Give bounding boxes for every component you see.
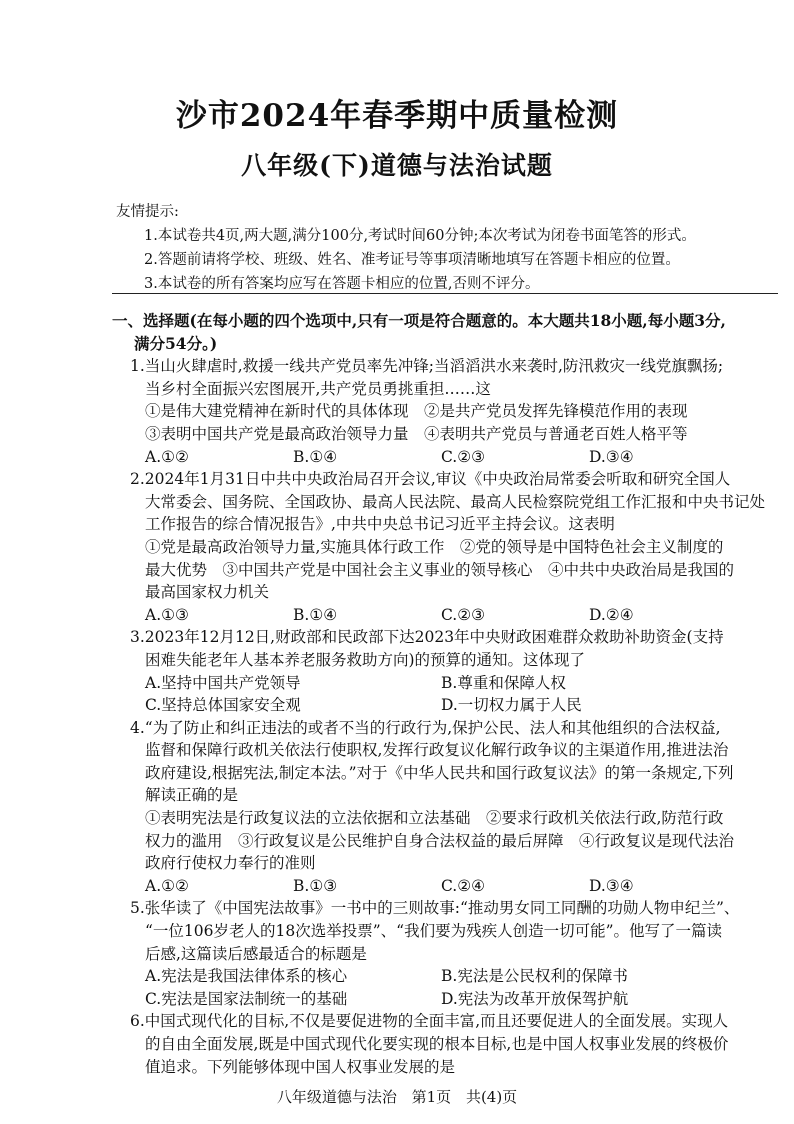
tips-heading: 友情提示:: [116, 204, 179, 220]
divider-line: [112, 293, 778, 294]
question-choice: 权力的滥用 ③行政复议是公民维护自身合法权益的最后屏障 ④行政复议是现代法治: [145, 831, 735, 850]
footer-total-pages: 共(4)页: [465, 1088, 518, 1106]
exam-body: [112, 310, 782, 1078]
question-6: [112, 1010, 782, 1078]
answer-options: [112, 694, 782, 717]
question-stem: 后感,这篇读后感最适合的标题是: [145, 944, 367, 963]
question-stem: 4.“为了防止和纠正违法的或者不当的行政行为,保护公民、法人和其他组织的合法权益,: [130, 718, 721, 737]
exam-subtitle: 八年级(下)道德与法治试题: [241, 151, 553, 180]
section-heading: 一、选择题(在每小题的四个选项中,只有一项是符合题意的。本大题共18小题,每小题3分,: [112, 311, 726, 330]
option-a: A.①③: [145, 605, 189, 624]
option-d: D.②④: [589, 605, 634, 624]
option-a: A.①②: [145, 447, 189, 466]
question-stem: 困难失能老年人基本养老服务救助方向)的预算的通知。这体现了: [145, 650, 586, 669]
question-stem: 6.中国式现代化的目标,不仅是要促进物的全面丰富,而且还要促进人的全面发展。实现人: [130, 1012, 729, 1031]
answer-options: [112, 965, 782, 988]
option-b: B.①③: [293, 876, 338, 895]
option-d: D.一切权力属于人民: [441, 696, 582, 715]
option-a: A.坚持中国共产党领导: [145, 673, 301, 692]
option-b: B.①④: [293, 605, 338, 624]
question-2: [112, 468, 782, 626]
question-choice: ①是伟大建党精神在新时代的具体体现 ②是共产党员发挥先锋模范作用的表现: [145, 402, 688, 421]
answer-options: [112, 604, 782, 627]
answer-options: [112, 672, 782, 695]
question-choice: 最高国家权力机关: [145, 583, 270, 602]
tip-item: 2.答题前请将学校、班级、姓名、准考证号等事项清晰地填写在答题卡相应的位置。: [144, 252, 680, 268]
question-stem: 3.2023年12月12日,财政部和民政部下达2023年中央财政困难群众救助补助资金(支持: [130, 628, 724, 647]
answer-options: [112, 446, 782, 469]
option-d: D.③④: [589, 447, 634, 466]
tip-item: 1.本试卷共4页,两大题,满分100分,考试时间60分钟;本次考试为闭卷书面笔答的形式。: [144, 228, 696, 244]
tip-item: 3.本试卷的所有答案均应写在答题卡相应的位置,否则不评分。: [144, 276, 540, 292]
footer-subject: 八年级道德与法治: [276, 1088, 397, 1106]
question-4: [112, 717, 782, 898]
question-1: [112, 355, 782, 468]
question-choice: ①表明宪法是行政复议法的立法依据和立法基础 ②要求行政机关依法行政,防范行政: [145, 809, 724, 828]
question-3: [112, 626, 782, 716]
option-b: B.尊重和保障人权: [441, 673, 566, 692]
page-footer: [0, 1086, 794, 1107]
question-stem: 当乡村全面振兴宏图展开,共产党员勇挑重担……这: [145, 379, 491, 398]
option-c: C.坚持总体国家安全观: [145, 696, 301, 715]
option-b: B.宪法是公民权利的保障书: [441, 967, 628, 986]
option-a: A.宪法是我国法律体系的核心: [145, 967, 348, 986]
question-choice: 最大优势 ③中国共产党是中国社会主义事业的领导核心 ④中共中央政治局是我国的: [145, 560, 735, 579]
question-stem: 工作报告的综合情况报告》,中共中央总书记习近平主持会议。这表明: [145, 515, 615, 534]
footer-page-number: 第1页: [411, 1088, 452, 1106]
option-d: D.③④: [589, 876, 634, 895]
question-stem: 5.张华读了《中国宪法故事》一书中的三则故事:“推动男女同工同酬的功勋人物申纪兰”、: [130, 899, 740, 918]
option-b: B.①④: [293, 447, 338, 466]
option-c: C.宪法是国家法制统一的基础: [145, 989, 348, 1008]
tips-block: [116, 200, 776, 296]
question-stem: 政府建设,根据宪法,制定本法。”对于《中华人民共和国行政复议法》的第一条规定,下列: [145, 763, 734, 782]
question-stem: 值追求。下列能够体现中国人权事业发展的是: [145, 1057, 456, 1076]
question-stem: 大常委会、国务院、全国政协、最高人民法院、最高人民检察院党组工作汇报和中央书记处: [145, 492, 766, 511]
question-stem: 2.2024年1月31日中共中央政治局召开会议,审议《中央政治局常委会听取和研究全国人: [130, 470, 731, 489]
question-stem: 1.当山火肆虐时,救援一线共产党员率先冲锋;当滔滔洪水来袭时,防汛救灾一线党旗飘扬;: [130, 357, 724, 376]
answer-options: [112, 875, 782, 898]
section-heading-cont: 满分54分。): [134, 333, 218, 353]
question-choice: ①党是最高政治领导力量,实施具体行政工作 ②党的领导是中国特色社会主义制度的: [145, 537, 724, 556]
answer-options: [112, 988, 782, 1011]
question-stem: 监督和保障行政机关依法行使职权,发挥行政复议化解行政争议的主渠道作用,推进法治: [145, 741, 729, 760]
question-stem: 的自由全面发展,既是中国式现代化要实现的根本目标,也是中国人权事业发展的终极价: [145, 1035, 729, 1053]
option-a: A.①②: [145, 876, 189, 895]
question-5: [112, 897, 782, 1010]
exam-title: 沙市2024年春季期中质量检测: [175, 98, 619, 134]
option-c: C.②③: [441, 605, 486, 624]
question-stem: 解读正确的是: [145, 786, 239, 805]
option-c: C.②③: [441, 447, 486, 466]
option-c: C.②④: [441, 876, 486, 895]
question-stem: “一位106岁老人的18次选举投票”、“我们要为残疾人创造一切可能”。他写了一篇读: [145, 922, 723, 941]
question-choice: ③表明中国共产党是最高政治领导力量 ④表明共产党员与普通老百姓人格平等: [145, 424, 688, 443]
option-d: D.宪法为改革开放保驾护航: [441, 989, 629, 1008]
question-choice: 政府行使权力奉行的准则: [145, 854, 316, 873]
